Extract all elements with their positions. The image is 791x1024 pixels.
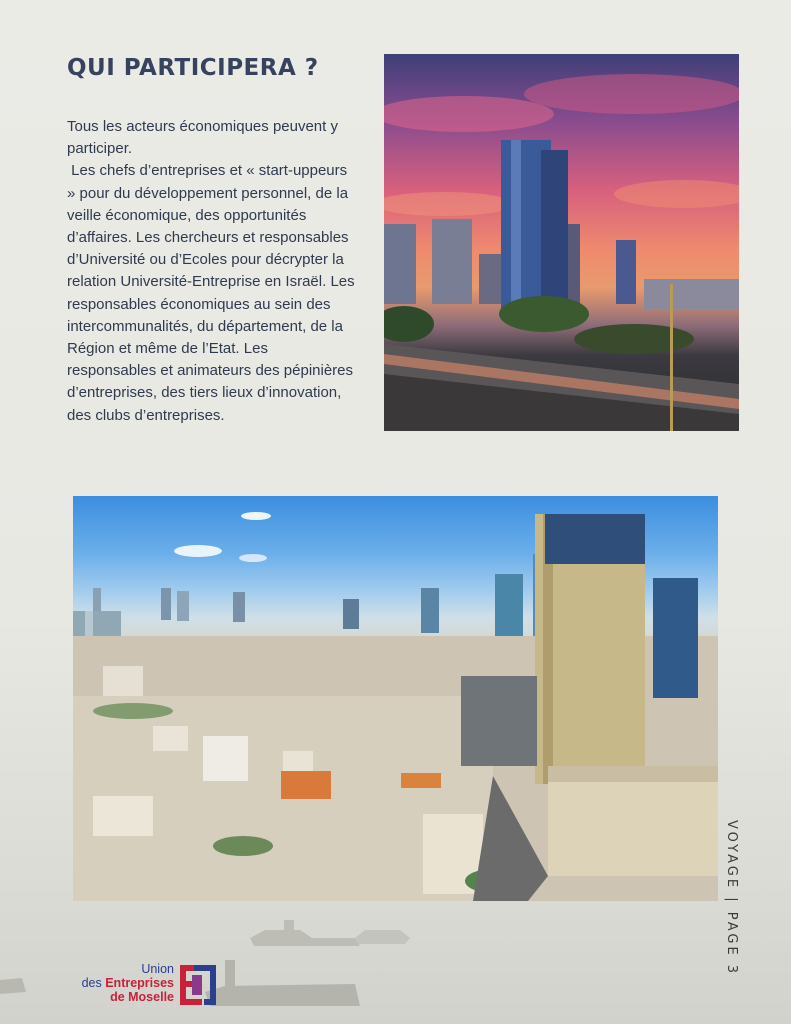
logo-line-union: Union <box>141 962 174 976</box>
city-aerial-photo <box>73 496 718 901</box>
ue-logo-mark-icon <box>180 965 216 1005</box>
union-entreprises-moselle-logo <box>64 962 224 1008</box>
intro-text <box>67 116 359 427</box>
logo-line-entreprises: des Entreprises <box>81 976 174 990</box>
section-page-label: VOYAGE | PAGE 3 <box>724 820 739 977</box>
page-title: QUI PARTICIPERA ? <box>67 55 319 81</box>
logo-line-moselle: de Moselle <box>110 990 174 1004</box>
intro-paragraph-2: Les chefs d’entreprises et « start-uppeurs » pour du développement personnel, de la veille économique, des opportunités d’affaires. Les chercheurs et responsables d’Université ou d’Ecoles pour décrypter la relation Université-Entreprise en Israël. Les responsables économiques au sein des intercommunalités, du département, de la Région et même de l’Etat. Les responsables et animateurs des pépinières d’entreprises, des tiers lieux d’innovation, des clubs d’entreprises. <box>67 162 359 424</box>
sunset-skyline-photo <box>384 54 739 431</box>
intro-paragraph-1: Tous les acteurs économiques peuvent y participer. <box>67 118 338 158</box>
